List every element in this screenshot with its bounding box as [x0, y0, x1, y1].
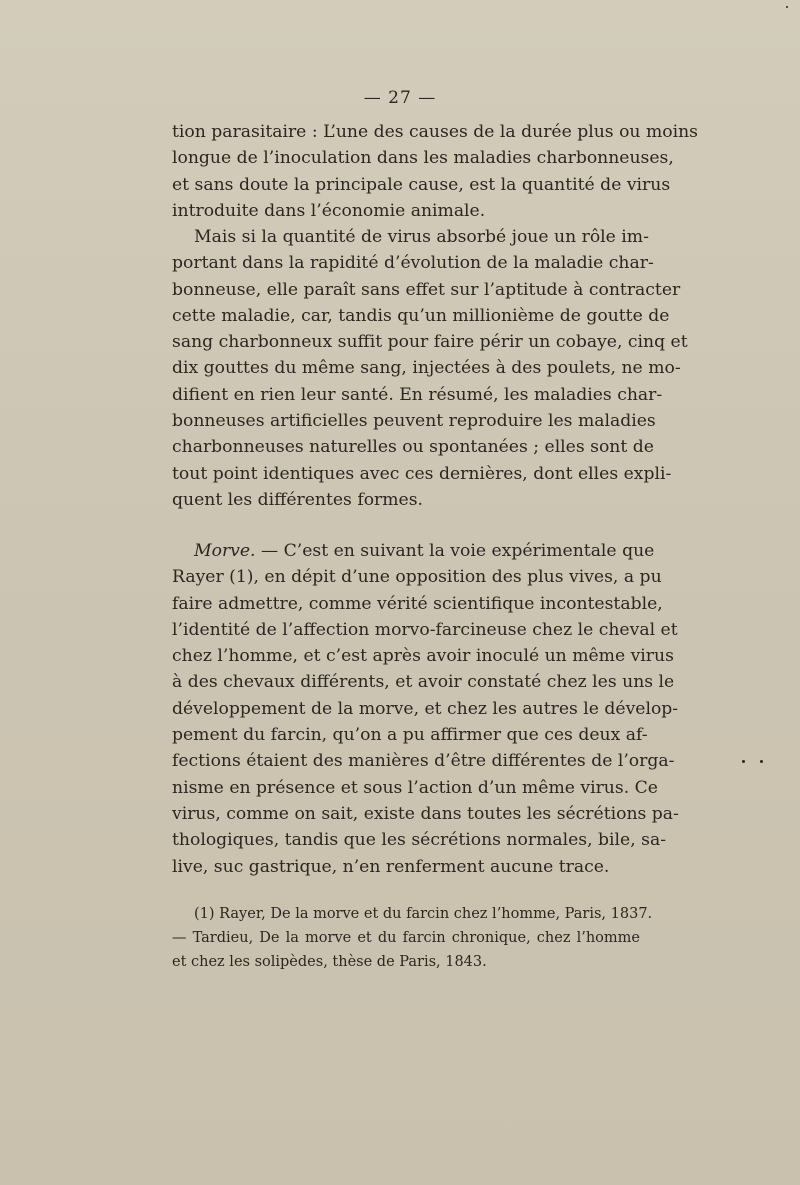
footnote-line: et chez les solipèdes, thèse de Paris, 1843. [172, 954, 487, 970]
text-line: nisme en présence et sous l’action d’un même virus. Ce [172, 777, 658, 798]
footnote-line: — Tardieu, De la morve et du farcin chronique, chez l’homme [172, 930, 640, 946]
page-number: — 27 — [363, 88, 437, 108]
paragraph-1 [172, 119, 698, 224]
text-line: pement du farcin, qu’on a pu affirmer que ces deux af- [172, 725, 648, 746]
text-line: l’identité de l’affection morvo-farcineuse chez le cheval et [172, 619, 678, 640]
paragraph-3 [172, 538, 679, 880]
paper-speck [760, 760, 763, 763]
paper-speck [742, 760, 745, 763]
text-line: tion parasitaire : L’une des causes de la durée plus ou moins [172, 122, 698, 142]
paragraph-2 [172, 224, 688, 513]
footnote [172, 902, 653, 974]
text-line: difient en rien leur santé. En résumé, les maladies char- [172, 384, 663, 405]
text-line: cette maladie, car, tandis qu’un millionième de goutte de [172, 305, 670, 326]
text-line: bonneuse, elle paraît sans effet sur l’aptitude à contracter [172, 279, 681, 300]
text-line: longue de l’inoculation dans les maladies charbonneuses, [172, 148, 674, 169]
text-line: dix gouttes du même sang, injectées à des poulets, ne mo- [172, 358, 681, 379]
text-line: faire admettre, comme vérité scientifique incontestable, [172, 593, 663, 614]
text-line: Mais si la quantité de virus absorbé joue un rôle im- [194, 227, 649, 247]
text-line: portant dans la rapidité d’évolution de la maladie char- [172, 253, 654, 274]
text-line: bonneuses artificielles peuvent reproduire les maladies [172, 411, 656, 432]
footnote-line: (1) Rayer, De la morve et du farcin chez l’homme, Paris, 1837. [194, 906, 653, 922]
text-line: thologiques, tandis que les sécrétions normales, bile, sa- [172, 830, 666, 851]
text-line: fections étaient des manières d’être différentes de l’orga- [172, 751, 675, 772]
text-line: live, suc gastrique, n’en renferment aucune trace. [172, 856, 610, 877]
text-line: virus, comme on sait, existe dans toutes les sécrétions pa- [172, 803, 679, 824]
text-line: tout point identiques avec ces dernières, dont elles expli- [172, 463, 672, 484]
text-line: sang charbonneux suffit pour faire périr un cobaye, cinq et [172, 332, 688, 353]
text-line: à des chevaux différents, et avoir constaté chez les uns le [172, 672, 675, 693]
text-line: charbonneuses naturelles ou spontanées ; elles sont de [172, 437, 654, 458]
text-line: introduite dans l’économie animale. [172, 200, 486, 221]
text-line: chez l’homme, et c’est après avoir inoculé un même virus [172, 646, 674, 667]
text-line: Rayer (1), en dépit d’une opposition des plus vives, a pu [172, 567, 662, 588]
section-lead-morve: Morve. [194, 541, 256, 561]
paper-speck [786, 6, 788, 8]
text-line: et sans doute la principale cause, est la quantité de virus [172, 174, 671, 195]
text-line: quent les différentes formes. [172, 489, 424, 510]
text-line [172, 538, 655, 564]
text-line-rest: — C’est en suivant la voie expérimentale que [255, 541, 655, 561]
text-line: développement de la morve, et chez les autres le dévelop- [172, 698, 679, 719]
